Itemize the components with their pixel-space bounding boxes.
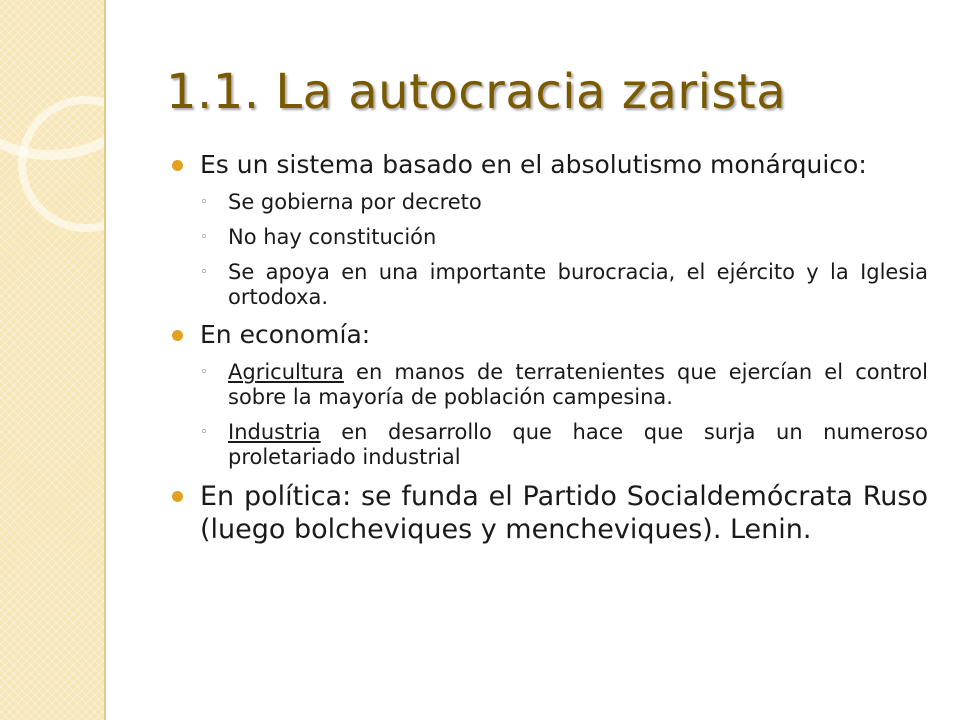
ring-bullet-icon: ◦ bbox=[200, 265, 208, 280]
sub-bullet-text: No hay constitución bbox=[228, 225, 437, 249]
bullet-politica bbox=[172, 480, 928, 546]
bullet-dot bbox=[172, 491, 183, 502]
ring-bullet-icon: ◦ bbox=[200, 365, 208, 380]
bullet-absolutismo bbox=[172, 150, 928, 180]
bullet-dot bbox=[172, 160, 183, 171]
slide-content bbox=[172, 150, 928, 556]
sub-bullet-text: Se apoya en una importante burocracia, el ejército y la Iglesia ortodoxa. bbox=[228, 260, 928, 309]
slide-title: 1.1. La autocracia zarista bbox=[166, 64, 787, 120]
bullet-economia bbox=[172, 320, 928, 350]
bullet-text: En economía: bbox=[200, 320, 371, 349]
bullet-text: Es un sistema basado en el absolutismo monárquico: bbox=[200, 150, 867, 179]
industria-term: Industria bbox=[228, 420, 321, 444]
band-edge-line bbox=[104, 0, 106, 720]
sub-bullet-text: en manos de terratenientes que ejercían el control sobre la mayoría de población campesina. bbox=[228, 360, 928, 409]
bullet-dot bbox=[172, 330, 183, 341]
sub-bullet-burocracia bbox=[172, 260, 928, 310]
sub-bullet-decreto bbox=[172, 190, 928, 215]
bullet-text: En política: se funda el Partido Socialdemócrata Ruso (luego bolcheviques y mencheviques). Lenin. bbox=[200, 481, 928, 545]
agricultura-term: Agricultura bbox=[228, 360, 344, 384]
sub-bullet-agricultura bbox=[172, 360, 928, 410]
sub-bullet-industria bbox=[172, 420, 928, 470]
ring-bullet-icon: ◦ bbox=[200, 195, 208, 210]
ring-bullet-icon: ◦ bbox=[200, 230, 208, 245]
decorative-side-band bbox=[0, 0, 104, 720]
sub-bullet-text: en desarrollo que hace que surja un numeroso proletariado industrial bbox=[228, 420, 928, 469]
sub-bullet-constitucion bbox=[172, 225, 928, 250]
sub-bullet-text: Se gobierna por decreto bbox=[228, 190, 482, 214]
ring-bullet-icon: ◦ bbox=[200, 425, 208, 440]
